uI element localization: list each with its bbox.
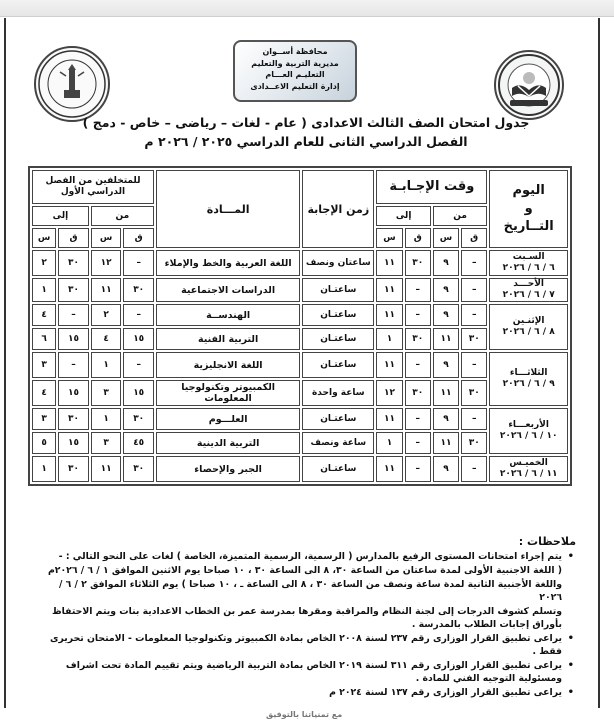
header-from: من: [433, 206, 487, 226]
makeup-to-minute-cell: ٣٠: [58, 408, 89, 430]
header-hour: س: [433, 228, 459, 248]
duration-cell: ساعتـان: [302, 456, 374, 482]
header-minute: ق: [405, 228, 431, 248]
header-minute: ق: [123, 228, 154, 248]
to-hour-cell: ١١: [376, 250, 402, 276]
from-hour-cell: ٩: [433, 304, 459, 326]
duration-cell: ساعتان ونصف: [302, 250, 374, 276]
from-minute-cell: ٣٠: [461, 328, 487, 350]
to-minute-cell: –: [405, 352, 431, 378]
governorate-label: محافظة أســوان: [262, 47, 328, 56]
from-minute-cell: –: [461, 250, 487, 276]
note-item: واللغة الأجنبية الثانية لمدة ساعة ونصف من الساعة ٣٠ ، ٨ الى الساعة ـ ، ١٠ صباحا ) يوم الثلاثاء الموافق ٢ / ٦ / ٢٠٢٦: [58, 579, 562, 603]
note-item: • يتم إجراء امتحانات المستوى الرفيع بالمدارس ( الرسمية، الرسمية المتميزة، الخاصة ) لغات على النحو التالي : -: [36, 550, 562, 563]
header-duration: زمن الإجابة: [302, 170, 374, 248]
makeup-to-minute-cell: ٣٠: [58, 278, 89, 302]
makeup-from-hour-cell: ٢: [91, 304, 122, 326]
subject-cell: الجبر والإحصاء: [156, 456, 300, 482]
from-minute-cell: –: [461, 456, 487, 482]
from-hour-cell: ١١: [433, 328, 459, 350]
day-name: الإثنـين: [512, 316, 545, 326]
to-minute-cell: ٣٠: [405, 250, 431, 276]
from-hour-cell: ١١: [433, 432, 459, 454]
to-hour-cell: ١: [376, 432, 402, 454]
makeup-from-hour-cell: ١: [91, 352, 122, 378]
makeup-from-hour-cell: ١١: [91, 456, 122, 482]
document-title: [66, 113, 546, 151]
header-hour: س: [32, 228, 56, 248]
duration-cell: ساعتـان: [302, 278, 374, 302]
to-hour-cell: ١١: [376, 352, 402, 378]
day-date-cell: [489, 250, 568, 276]
header-answer-time: وقت الإجـابـة: [376, 170, 487, 204]
to-minute-cell: –: [405, 456, 431, 482]
from-minute-cell: –: [461, 278, 487, 302]
day-name: الخميـس: [509, 458, 548, 468]
note-item: • يراعى تطبيق القرار الوزارى رقم ٢٣٧ لسنة ٢٠٠٨ الخاص بمادة الكمبيوتر وتكنولوجيا المعلومات - الامتحان تحريرى فقط .: [36, 632, 562, 658]
subject-cell: التربية الدينية: [156, 432, 300, 454]
makeup-from-minute-cell: ٣٠: [123, 278, 154, 302]
makeup-from-minute-cell: –: [123, 352, 154, 378]
subject-cell: العلـــوم: [156, 408, 300, 430]
table-row: [32, 250, 568, 276]
day-name: الأحـــد: [513, 279, 544, 289]
header-day-date: اليوم و التــاريخ: [489, 170, 568, 248]
subject-cell: التربية الفنية: [156, 328, 300, 350]
day-date-cell: [489, 456, 568, 482]
general-education-label: التعليـم العـــام: [265, 70, 325, 79]
directorate-book-emblem-icon: [494, 50, 564, 120]
makeup-to-hour-cell: ٥: [32, 432, 56, 454]
day-name: الثلاثـــاء: [509, 368, 548, 378]
subject-cell: الكمبيوتر وتكنولوجيا المعلومات: [156, 380, 300, 406]
from-minute-cell: –: [461, 304, 487, 326]
day-name: الأربعـــاء: [508, 420, 549, 430]
makeup-to-minute-cell: –: [58, 304, 89, 326]
makeup-to-hour-cell: ٣: [32, 408, 56, 430]
makeup-from-hour-cell: ١١: [91, 278, 122, 302]
to-hour-cell: ١١: [376, 456, 402, 482]
makeup-to-hour-cell: ١: [32, 278, 56, 302]
makeup-to-hour-cell: ٦: [32, 328, 56, 350]
header-hour: س: [91, 228, 122, 248]
day-date-cell: [489, 408, 568, 454]
day-date-cell: [489, 278, 568, 302]
table-row: [32, 278, 568, 302]
subject-cell: الهندســة: [156, 304, 300, 326]
from-hour-cell: ٩: [433, 278, 459, 302]
header-minute: ق: [58, 228, 89, 248]
makeup-to-hour-cell: ٣: [32, 352, 56, 378]
from-hour-cell: ٩: [433, 250, 459, 276]
table-row: [32, 408, 568, 430]
note-item: • يراعى تطبيق القرار الوزارى رقم ١٣٧ لسنة ٢٠٢٤ م: [36, 686, 562, 699]
makeup-to-minute-cell: ٣٠: [58, 456, 89, 482]
title-line-1: جدول امتحان الصف الثالث الاعدادى ( عام - لغات – رياضى – خاص - دمج ): [82, 115, 530, 130]
subject-cell: اللغة الانجليزية: [156, 352, 300, 378]
duration-cell: ساعتـان: [302, 408, 374, 430]
to-hour-cell: ١٢: [376, 380, 402, 406]
makeup-from-hour-cell: ٣: [91, 432, 122, 454]
makeup-from-minute-cell: –: [123, 250, 154, 276]
makeup-from-hour-cell: ١: [91, 408, 122, 430]
department-header-box: [233, 40, 357, 102]
table-row: [32, 352, 568, 378]
day-date-cell: [489, 304, 568, 350]
to-hour-cell: ١١: [376, 408, 402, 430]
header-hour: س: [376, 228, 402, 248]
from-hour-cell: ١١: [433, 380, 459, 406]
makeup-to-hour-cell: ٤: [32, 304, 56, 326]
ministry-emblem-icon: [34, 46, 110, 122]
table-row: [32, 304, 568, 326]
note-item: وتسلم كشوف الدرجات إلى لجنة النظام والمراقبة ومقرها بمدرسة عمر بن الخطاب الاعدادية بنات ويتم الاحتفاظ بأوراق إجابات الطلاب بالمدرسة .: [51, 606, 562, 630]
table-row: [32, 328, 568, 350]
viewer-top-bar: [0, 0, 614, 17]
duration-cell: ساعة واحدة: [302, 380, 374, 406]
header-minute: ق: [461, 228, 487, 248]
header-to: إلى: [376, 206, 431, 226]
makeup-from-minute-cell: ٤٥: [123, 432, 154, 454]
to-hour-cell: ١١: [376, 278, 402, 302]
day-name: السـبت: [512, 252, 545, 262]
exam-schedule-table: [28, 166, 572, 486]
to-minute-cell: –: [405, 278, 431, 302]
subject-cell: الدراسات الاجتماعية: [156, 278, 300, 302]
makeup-from-minute-cell: ٣٠: [123, 456, 154, 482]
notes-section: [36, 535, 576, 700]
notes-heading: ملاحظات :: [518, 535, 576, 548]
makeup-from-minute-cell: ٣٠: [123, 408, 154, 430]
makeup-to-hour-cell: ١: [32, 456, 56, 482]
duration-cell: ساعتـان: [302, 304, 374, 326]
exam-date: ١٠ / ٦ / ٢٠٢٦: [499, 431, 558, 441]
makeup-from-hour-cell: ٤: [91, 328, 122, 350]
from-minute-cell: –: [461, 408, 487, 430]
makeup-to-minute-cell: ٣٠: [58, 250, 89, 276]
header-subject: المـــادة: [156, 170, 300, 248]
note-item: • يراعى تطبيق القرار الوزارى رقم ٣١١ لسنة ٢٠١٩ الخاص بمادة التربية الرياضية ويتم تقييم المادة تحت اشراف ومسئولية التوجيه الفني للمادة .: [36, 659, 562, 685]
header-ff-from: من: [91, 206, 154, 226]
from-hour-cell: ٩: [433, 456, 459, 482]
document-page: [4, 18, 600, 719]
makeup-from-minute-cell: ١٥: [123, 328, 154, 350]
closing-wish: مع تمنياتنا بالتوفيق: [266, 710, 343, 719]
makeup-from-hour-cell: ١٢: [91, 250, 122, 276]
prep-education-admin-label: إدارة التعليم الاعــدادى: [250, 81, 340, 91]
from-minute-cell: ٣٠: [461, 432, 487, 454]
from-minute-cell: –: [461, 352, 487, 378]
exam-date: ٧ / ٦ / ٢٠٢٦: [502, 290, 555, 300]
to-minute-cell: –: [405, 408, 431, 430]
header-ff-to: إلى: [32, 206, 89, 226]
to-hour-cell: ١١: [376, 304, 402, 326]
to-minute-cell: –: [405, 432, 431, 454]
note-item: ( اللغة الاجنبية الأولى لمدة ساعتان من الساعة ٣٠، ٨ الى الساعة ٣٠ ، ١٠ صباحا يوم الاثنين الموافق ١ / ٦ / ٢٠٢٦م: [47, 565, 562, 576]
exam-date: ٨ / ٦ / ٢٠٢٦: [502, 327, 555, 337]
from-hour-cell: ٩: [433, 352, 459, 378]
makeup-to-minute-cell: ١٥: [58, 328, 89, 350]
table-row: [32, 456, 568, 482]
exam-date: ١١ / ٦ / ٢٠٢٦: [499, 469, 558, 479]
to-minute-cell: –: [405, 304, 431, 326]
makeup-to-hour-cell: ٢: [32, 250, 56, 276]
notes-list: [36, 550, 576, 699]
makeup-from-minute-cell: –: [123, 304, 154, 326]
to-minute-cell: ٣٠: [405, 328, 431, 350]
makeup-to-hour-cell: ٤: [32, 380, 56, 406]
exam-date: ٩ / ٦ / ٢٠٢٦: [502, 379, 555, 389]
subject-cell: اللغة العربية والخط والإملاء: [156, 250, 300, 276]
from-hour-cell: ٩: [433, 408, 459, 430]
duration-cell: ساعة ونصف: [302, 432, 374, 454]
table-row: [32, 380, 568, 406]
makeup-from-minute-cell: ١٥: [123, 380, 154, 406]
directorate-label: مديرية التربية والتعليم: [251, 58, 339, 68]
title-line-2: الفصل الدراسي الثانى للعام الدراسي ٢٠٢٥ / ٢٠٢٦ م: [144, 134, 468, 149]
makeup-from-hour-cell: ٣: [91, 380, 122, 406]
makeup-to-minute-cell: ١٥: [58, 432, 89, 454]
makeup-to-minute-cell: –: [58, 352, 89, 378]
from-minute-cell: ٣٠: [461, 380, 487, 406]
table-row: [32, 432, 568, 454]
to-hour-cell: ١: [376, 328, 402, 350]
makeup-to-minute-cell: ١٥: [58, 380, 89, 406]
exam-date: ٦ / ٦ / ٢٠٢٦: [502, 263, 555, 273]
duration-cell: ساعتـان: [302, 352, 374, 378]
to-minute-cell: ٣٠: [405, 380, 431, 406]
day-date-cell: [489, 352, 568, 406]
duration-cell: ساعتـان: [302, 328, 374, 350]
header-first-term-makeup: للمتخلفين من الفصل الدراسي الأول: [32, 170, 154, 204]
